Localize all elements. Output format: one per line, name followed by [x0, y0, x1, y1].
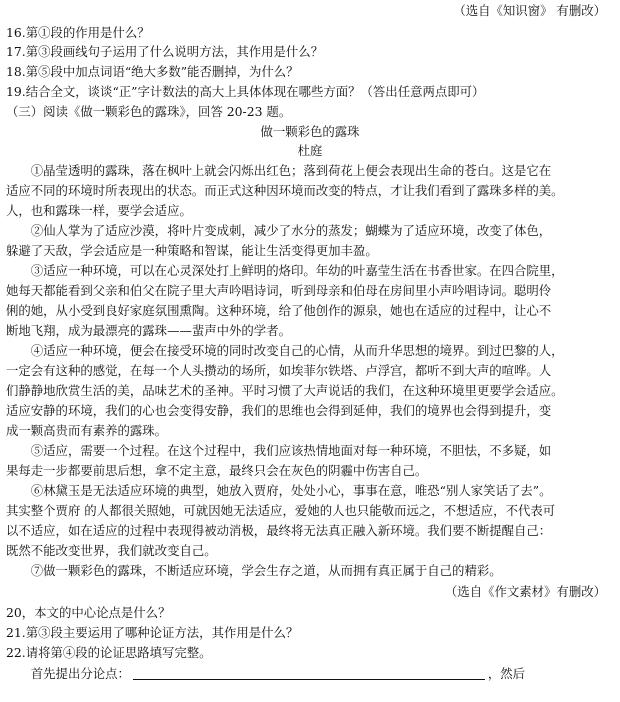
- article-line: 们静静地欣赏生活的美，品味艺术的圣神。平时习惯了大声说话的我们，在这种环境里更要学会适应。: [6, 383, 564, 398]
- question-22: 22.请将第④段的论证思路填写完整。: [6, 645, 212, 660]
- article-line: ⑥林黛玉是无法适应环境的典型，她放入贾府，处处小心，事事在意，唯恐“别人家笑话了去”。: [6, 483, 552, 498]
- fill-prompt-end: ，然后: [487, 666, 526, 681]
- article-title: 做一颗彩色的露珠: [260, 124, 360, 139]
- article-line: ⑦做一颗彩色的露珠，不断适应环境，学会生存之道，从而拥有真正属于自己的精彩。: [6, 563, 502, 578]
- question-21: 21.第③段主要运用了哪种论证方法，其作用是什么？: [6, 625, 299, 640]
- question-16: 16.第①段的作用是什么？: [6, 25, 150, 40]
- question-18: 18.第⑤段中加点词语“绝大多数”能否删掉，为什么？: [6, 64, 299, 79]
- article-line: 俐的她，从小受到良好家庭氛围熏陶。这种环境，给了他创作的源泉，她也在适应的过程中，让心不: [6, 303, 552, 318]
- question-17: 17.第③段画线句子运用了什么说明方法，其作用是什么？: [6, 44, 324, 59]
- article-line: 既然不能改变世界，我们就改变自己。: [6, 543, 217, 558]
- article-line: 其实整个贾府 的人都很关照她，可就因她无法适应，爱她的人也只能敬而远之，不想适应，不代表可: [6, 503, 556, 518]
- article-author: 杜庭: [297, 143, 323, 158]
- article-line: 断地飞翔，成为最漂亮的露珠——蜚声中外的学者。: [6, 323, 291, 338]
- article-line: 人，也和露珠一样，要学会适应。: [6, 203, 192, 218]
- article-line: 她每天都能看到父亲和伯父在院子里大声吟唱诗词，听到母亲和伯母在房间里小声吟唱诗词。聪明伶: [6, 283, 552, 298]
- source-note-top: （选自《知识窗》 有删改）: [453, 3, 606, 18]
- article-line: ①晶莹透明的露珠，落在枫叶上就会闪烁出红色；落到荷花上便会表现出生命的苍白。这是它在: [6, 163, 552, 178]
- article-line: ⑤适应，需要一个过程。在这个过程中，我们应该热情地面对每一种环境，不胆怯，不多疑，如: [6, 443, 552, 458]
- section-intro: （三）阅读《做一颗彩色的露珠》，回答 20-23 题。: [6, 104, 292, 119]
- fill-in-row: [6, 664, 606, 683]
- article-line: 果每走一步都要前思后想，拿不定主意，最终只会在灰色的阴霾中伤害自己。: [6, 463, 428, 478]
- article-line: 一定会有这种的感觉，在每一个人头攒动的场所，如埃菲尔铁塔、卢浮宫，都听不到大声的喧哗。人: [6, 363, 552, 378]
- article-line: 成一颗高贵而有素养的露珠。: [6, 423, 168, 438]
- article-line: 以不适应，如在适应的过程中表现得被动消极，最终将无法真正融入新环境。我们要不断提醒自己：: [6, 523, 552, 538]
- question-19: 19.结合全文，谈谈“正”字计数法的高大上具体体现在哪些方面？（答出任意两点即可）: [6, 84, 485, 99]
- article-line: ②仙人掌为了适应沙漠，将叶片变成刺，减少了水分的蒸发；蝴蝶为了适应环境，改变了体色，: [6, 223, 552, 238]
- article-line: 躲避了天敌，学会适应是一种策略和智谋，能让生活变得更加丰盈。: [6, 243, 378, 258]
- source-note-bottom: （选自《作文素材》有删改）: [444, 584, 606, 599]
- question-20: 20，本文的中心论点是什么？: [6, 605, 171, 620]
- article-line: 适应不同的环境时所表现出的状态。而正式这种因环境而改变的特点，才让我们看到了露珠多样的美。: [6, 183, 564, 198]
- article-line: 适应安静的环境，我们的心也会变得安静，我们的思维也会得到延伸，我们的境界也会得到提升，变: [6, 403, 552, 418]
- answer-blank[interactable]: [133, 665, 485, 680]
- article-line: ③适应一种环境，可以在心灵深处打上鲜明的烙印。年幼的叶嘉莹生活在书香世家。在四合院里，: [6, 263, 564, 278]
- article-line: ④适应一种环境，便会在接受环境的同时改变自己的心情，从而升华思想的境界。到过巴黎的人，: [6, 343, 564, 358]
- fill-prompt-start: 首先提出分论点：: [6, 666, 130, 681]
